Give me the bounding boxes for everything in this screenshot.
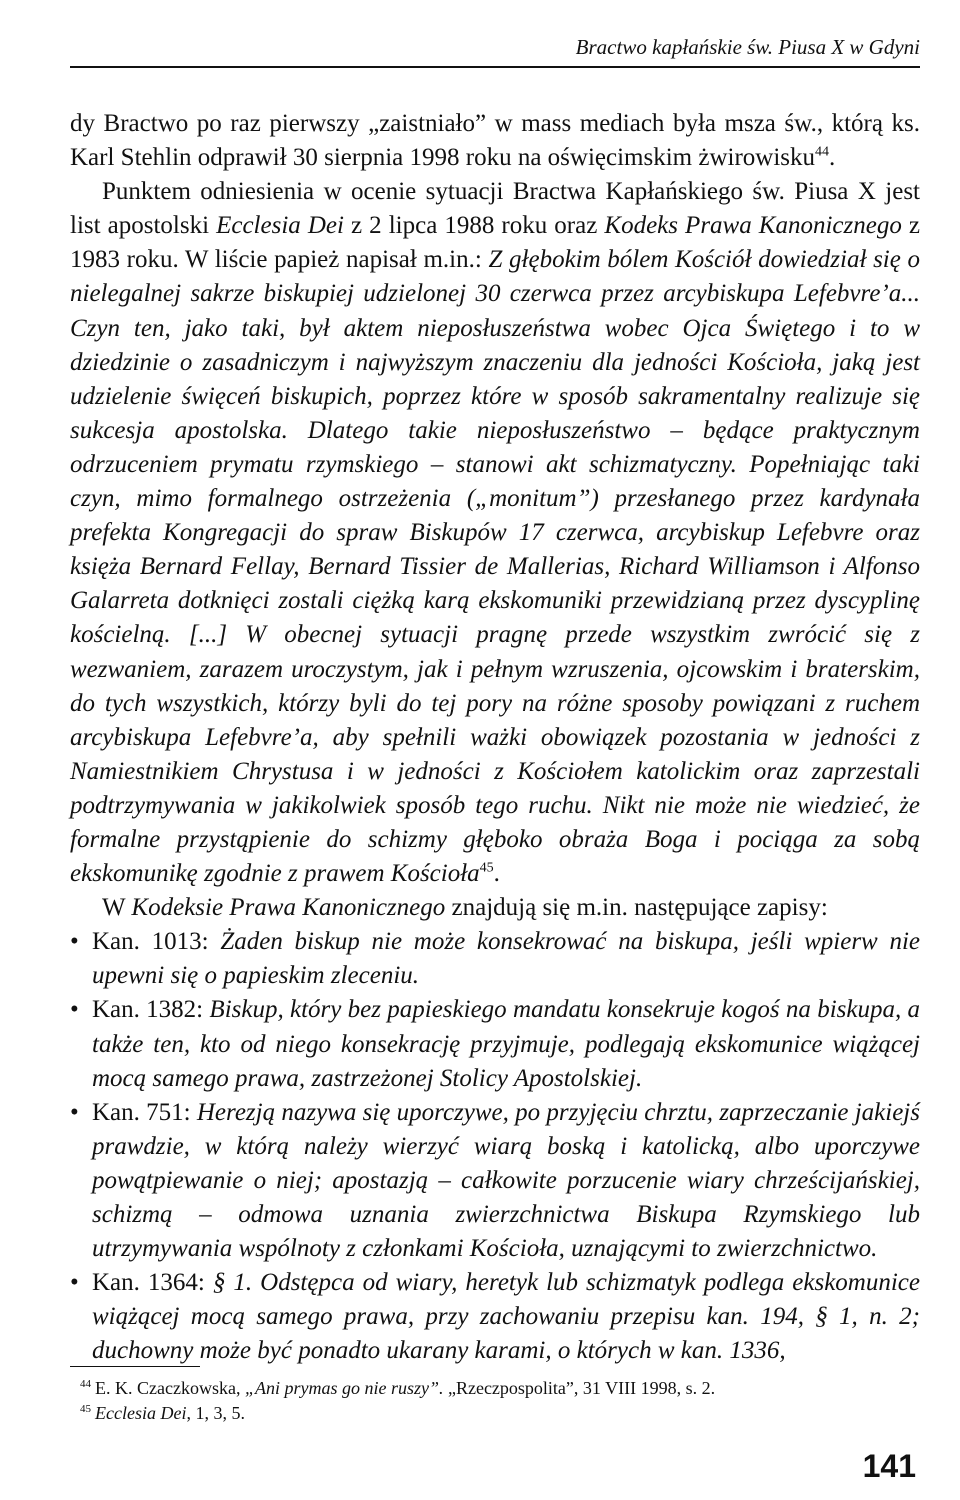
bullet: • — [70, 928, 79, 956]
footnote-ref-45: 45 — [479, 860, 494, 876]
page-number: 141 — [862, 1448, 916, 1484]
footnote-44: $^{44}$ E. K. Czaczkowska, „Ani prymas go nie ruszy”. „Rzeczpospolita”, 31 VIII 1998, s. 2. — [80, 1378, 716, 1398]
papal-letter-quote: Z głębokim bólem Kościół dowiedział się o nielegalnej sakrze biskupiej udzielonej 30 czerwca przez arcybiskupa Lefebvre’a... Czyn ten, jako taki, był aktem nieposłuszeństwa wobec Ojca Świętego i to w dziedzinie o zasadniczym i najwyższym znaczeniu dla jedności Kościoła, jaką jest udzielenie święceń biskupich, poprzez które w sposób sakramentalny realizuje się sukcesja apostolska. Dlatego takie nieposłuszeństwo – będące praktycznym odrzuceniem prymatu rzymskiego – stanowi akt schizmatyczny. Popełniając taki czyn, mimo formalnego ostrzeżenia („monitum”) przesłanego przez kardynała prefekta Kongregacji do spraw Biskupów 17 czerwca, arcybiskup Lefebvre oraz księża Bernard Fellay, Bernard Tissier de Mallerias, Richard Williamson i Alfonso Galarreta dotknięci zostali ciężką karą ekskomuniki przewidzianą przez dyscyplinę kościelną. [...] W obecnej sytuacji pragnę przede wszystkim zwrócić się z wezwaniem, zarazem uroczystym, jak i pełnym wzruszenia, ojcowskim i braterskim, do tych wszystkich, którzy byli do tej pory na różne sposoby powiązani z ruchem arcybiskupa Lefebvre’a, aby spełnili ważki obowiązek pozostania w jedności z Namiestnikiem Chrystusa i w jedności z Kościołem katolickim oraz zaprzestali podtrzymywania w jakikolwiek sposób tego ruchu. Nikt nie może nie wiedzieć, że formalne przystąpienie do schizmy głęboko obraża Boga i pociąga za sobą ekskomunikę zgodnie z prawem Kościoła — [70, 246, 921, 888]
bullet: • — [70, 1269, 79, 1297]
list-item: • Kan. 1382: Biskup, który bez papieskiego mandatu konsekruje kogoś na biskupa, a także ten, kto od niego konsekrację przyjmuje, podlegają ekskomunice wiążącej mocą samego prawa, zastrzeżonej Stolicy Apostolskiej. — [70, 993, 920, 1095]
running-header: Bractwo kapłańskie św. Piusa X w Gdyni — [575, 35, 920, 59]
footnote-45: $^{45}$ Ecclesia Dei, 1, 3, 5. — [80, 1403, 245, 1423]
bullet: • — [70, 996, 79, 1024]
footnote-ref-44: 44 — [815, 144, 830, 160]
list-item: • Kan. 1364: § 1. Odstępca od wiary, heretyk lub schizmatyk podlega ekskomunice wiążącej mocą samego prawa, przy zachowaniu przepisu kan. 194, § 1, n. 2; duchowny może być ponadto ukarany karami, o których w kan. 1336, — [70, 1266, 920, 1368]
paragraph-2: Punktem odniesienia w ocenie sytuacji Bractwa Kapłańskiego św. Piusa X jest list apostolski Ecclesia Dei z 2 lipca 1988 roku oraz Kodeks Prawa Kanonicznego z 1983 roku. W liście papież napisał m.in.: Z głębokim bólem Kościół dowiedział się o nielegalnej sakrze biskupiej udzielonej 30 czerwca przez arcybiskupa Lefebvre’a... Czyn ten, jako taki, był aktem nieposłuszeństwa wobec Ojca Świętego i to w dziedzinie o zasadniczym i najwyższym znaczeniu dla jedności Kościoła, jaką jest udzielenie święceń biskupich, poprzez które w sposób sakramentalny realizuje się sukcesja apostolska. Dlatego takie nieposłuszeństwo – będące praktycznym odrzuceniem prymatu rzymskiego – stanowi akt schizmatyczny. Popełniając taki czyn, mimo formalnego ostrzeżenia („monitum”) przesłanego przez kardynała prefekta Kongregacji do spraw Biskupów 17 czerwca, arcybiskup Lefebvre oraz księża Bernard Fellay, Bernard Tissier de Mallerias, Richard Williamson i Alfonso Galarreta dotknięci zostali ciężką karą ekskomuniki przewidzianą przez dyscyplinę kościelną. [...] W obecnej sytuacji pragnę przede wszystkim zwrócić się z wezwaniem, zarazem uroczystym, jak i pełnym wzruszenia, ojcowskim i braterskim, do tych wszystkich, którzy byli do tej pory na różne sposoby powiązani z ruchem arcybiskupa Lefebvre’a, aby spełnili ważki obowiązek pozostania w jedności z Namiestnikiem Chrystusa i w jedności z Kościołem katolickim oraz zaprzestali podtrzymywania w jakikolwiek sposób tego ruchu. Nikt nie może nie wiedzieć, że formalne przystąpienie do schizmy głęboko obraża Boga i pociąga za sobą ekskomunikę zgodnie z prawem Kościoła$^{45}$. — [70, 178, 921, 888]
list-item: • Kan. 1013: Żaden biskup nie może konsekrować na biskupa, jeśli wpierw nie upewni się o papieskim zleceniu. — [70, 925, 920, 993]
bullet: • — [70, 1098, 79, 1126]
body-text — [70, 107, 920, 1368]
footnotes — [80, 1376, 920, 1426]
canon-list — [70, 925, 920, 1368]
list-item: • Kan. 751: Herezją nazywa się uporczywe, po przyjęciu chrztu, zaprzeczanie jakiejś prawdzie, w którą należy wierzyć wiarą boską i katolicką, albo uporczywe powątpiewanie o niej; apostazją – całkowite porzucenie wiary chrześcijańskiej, schizmą – odmowa uznania zwierzchnictwa Biskupa Rzymskiego lub utrzymywania wspólnoty z członkami Kościoła, uznającymi to zwierzchnictwo. — [70, 1096, 920, 1266]
paragraph-3: W Kodeksie Prawa Kanonicznego znajdują się m.in. następujące zapisy: — [102, 894, 828, 922]
footnote-rule — [70, 1366, 200, 1367]
paragraph-1: dy Bractwo po raz pierwszy „zaistniało” w mass mediach była msza św., którą ks. Karl Stehlin odprawił 30 sierpnia 1998 roku na oświęcimskim żwirowisku$^{44}$. — [70, 110, 920, 172]
header-rule — [70, 66, 920, 68]
